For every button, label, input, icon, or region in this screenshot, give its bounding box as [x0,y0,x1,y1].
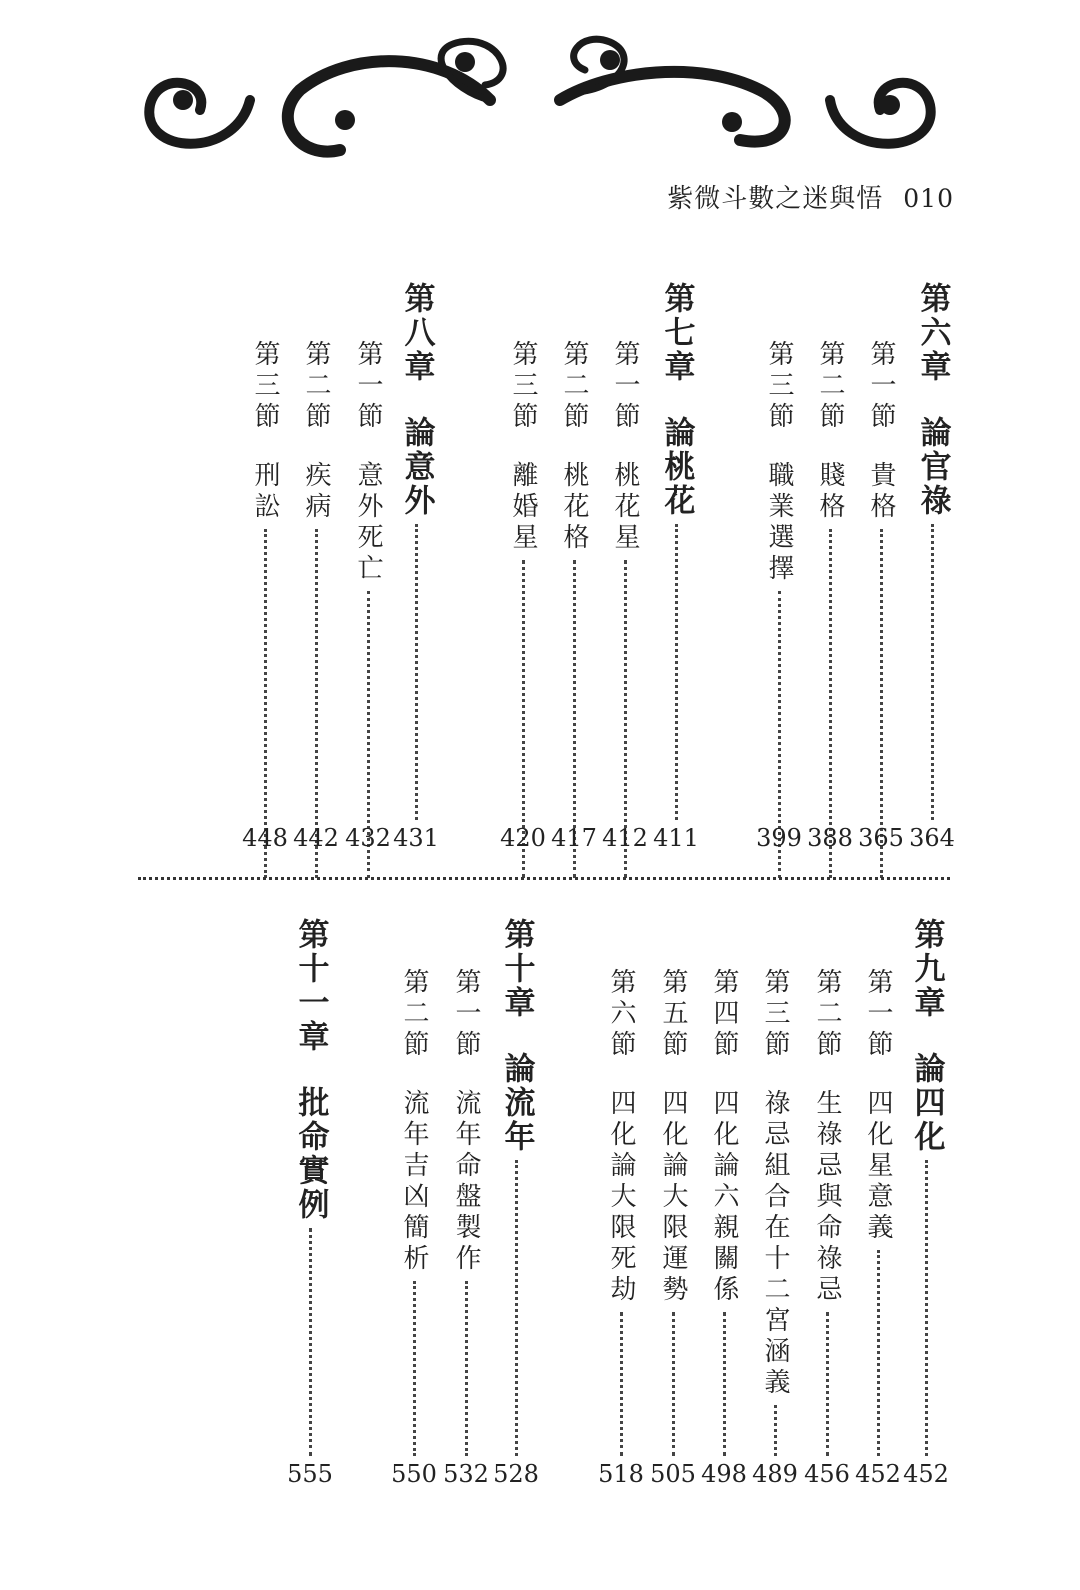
chapter-number: 第十章 [498,918,535,1020]
section-title: 離婚星 [508,461,538,554]
leader-dots [925,1160,928,1456]
leader-dots [931,524,934,820]
page-ref: 448 [242,824,288,852]
section-number: 第四節 [709,968,739,1061]
chapter-number: 第九章 [908,918,945,1020]
page-ref: 399 [756,824,802,852]
toc-section-9-4[interactable] [701,968,747,1488]
page-ref: 505 [650,1460,696,1488]
section-number: 第一節 [610,340,640,433]
page-ref: 411 [653,824,699,852]
section-title: 職業選擇 [764,461,794,585]
toc-chapter-10[interactable] [493,918,539,1488]
page-ref: 388 [807,824,853,852]
toc-section-9-5[interactable] [650,968,696,1488]
page-ref: 432 [345,824,391,852]
toc-chapter-11[interactable] [287,918,333,1488]
page-ref: 456 [804,1460,850,1488]
page-ref: 412 [602,824,648,852]
section-title: 桃花星 [610,461,640,554]
section-title: 四化星意義 [863,1089,893,1244]
toc-section-7-1[interactable] [602,340,648,878]
toc-section-9-6[interactable] [598,968,644,1488]
toc-section-6-3[interactable] [756,340,802,878]
section-title: 貴格 [866,461,896,523]
page-ref: 364 [909,824,955,852]
toc-section-6-2[interactable] [807,340,853,878]
toc-section-10-2[interactable] [391,968,437,1488]
section-title: 流年吉凶簡析 [399,1089,429,1275]
chapter-number: 第八章 [398,282,435,384]
leader-dots [774,1405,777,1456]
section-number: 第三節 [250,340,280,433]
toc-section-9-1[interactable] [855,968,901,1488]
leader-dots [413,1281,416,1456]
leader-dots [672,1312,675,1456]
section-number: 第一節 [353,340,383,433]
toc-section-8-3[interactable] [242,340,288,878]
section-number: 第三節 [508,340,538,433]
section-title: 四化論六親關係 [709,1089,739,1306]
section-title: 刑訟 [250,461,280,523]
running-head [667,178,954,215]
page-ref: 532 [443,1460,489,1488]
leader-dots [415,524,418,820]
page-ref: 555 [287,1460,333,1488]
chapter-title: 論意外 [398,416,435,518]
section-number: 第二節 [812,968,842,1061]
section-divider [138,877,950,880]
toc-section-6-1[interactable] [858,340,904,878]
chapter-title: 論流年 [498,1052,535,1154]
page-ref: 431 [393,824,439,852]
page-ref: 550 [391,1460,437,1488]
section-number: 第二節 [815,340,845,433]
section-title: 疾病 [301,461,331,523]
toc-section-7-3[interactable] [500,340,546,878]
page-number: 010 [903,184,954,213]
leader-dots [826,1312,829,1456]
book-title: 紫微斗數之迷與悟 [667,184,884,214]
section-title: 生祿忌與命祿忌 [812,1089,842,1306]
section-number: 第二節 [301,340,331,433]
section-number: 第二節 [559,340,589,433]
page-ref: 489 [752,1460,798,1488]
toc-section-10-1[interactable] [443,968,489,1488]
leader-dots [620,1312,623,1456]
section-title: 意外死亡 [353,461,383,585]
toc-section-9-3[interactable] [752,968,798,1488]
section-number: 第一節 [866,340,896,433]
section-title: 四化論大限死劫 [606,1089,636,1306]
toc-chapter-9[interactable] [903,918,949,1488]
toc-chapter-6[interactable] [909,282,955,852]
leader-dots [877,1250,880,1456]
leader-dots [675,524,678,820]
section-number: 第五節 [658,968,688,1061]
section-number: 第三節 [760,968,790,1061]
chapter-title: 論四化 [908,1052,945,1154]
section-number: 第一節 [451,968,481,1061]
leader-dots [309,1228,312,1456]
section-title: 流年命盤製作 [451,1089,481,1275]
page-ref: 442 [293,824,339,852]
toc-section-9-2[interactable] [804,968,850,1488]
leader-dots [515,1160,518,1456]
chapter-title: 論桃花 [658,416,695,518]
header-ornament [140,30,940,175]
chapter-number: 第十一章 [292,918,329,1054]
page-ref: 452 [855,1460,901,1488]
page-ref: 452 [903,1460,949,1488]
section-title: 祿忌組合在十二宮涵義 [760,1089,790,1399]
chapter-number: 第六章 [914,282,951,384]
section-number: 第三節 [764,340,794,433]
leader-dots [465,1281,468,1456]
chapter-number: 第七章 [658,282,695,384]
section-number: 第一節 [863,968,893,1061]
page-ref: 498 [701,1460,747,1488]
chapter-title: 批命實例 [292,1086,329,1222]
toc-chapter-8[interactable] [393,282,439,852]
section-title: 賤格 [815,461,845,523]
section-number: 第六節 [606,968,636,1061]
toc-section-8-2[interactable] [293,340,339,878]
page-ref: 420 [500,824,546,852]
page-ref: 365 [858,824,904,852]
chapter-title: 論官祿 [914,416,951,518]
page-ref: 528 [493,1460,539,1488]
section-title: 四化論大限運勢 [658,1089,688,1306]
page-ref: 417 [551,824,597,852]
section-number: 第二節 [399,968,429,1061]
section-title: 桃花格 [559,461,589,554]
page-ref: 518 [598,1460,644,1488]
toc-chapter-7[interactable] [653,282,699,852]
toc-section-8-1[interactable] [345,340,391,878]
toc-section-7-2[interactable] [551,340,597,878]
leader-dots [723,1312,726,1456]
